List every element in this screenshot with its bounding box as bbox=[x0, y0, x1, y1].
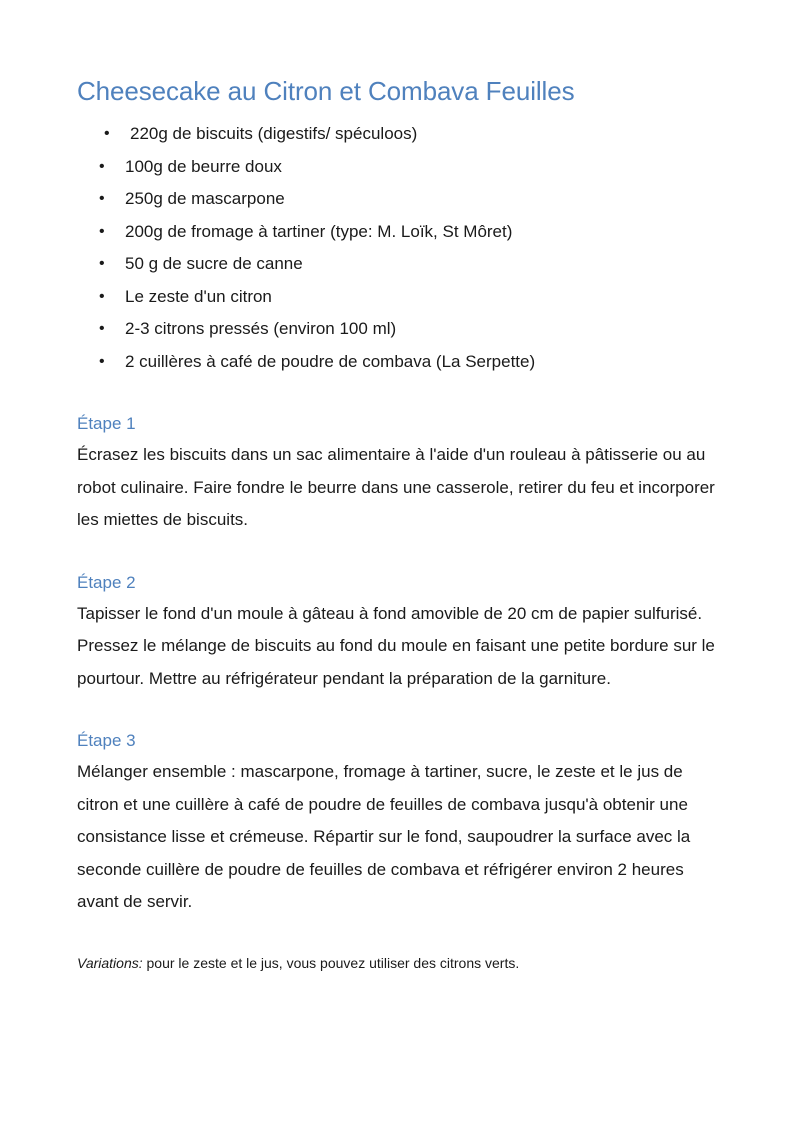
step-3-text: Mélanger ensemble : mascarpone, fromage à tartiner, sucre, le zeste et le jus de citron et une cuillère à café de poudre de feuilles de combava jusqu'à obtenir une consistance lisse et crémeuse. Répartir sur le fond, saupoudrer la surface avec la seconde cuillère de poudre de feuilles de combava et réfrigérer environ 2 heures avant de servir. bbox=[77, 762, 691, 911]
ingredient-list bbox=[77, 118, 718, 378]
ingredient-text: 200g de fromage à tartiner (type: M. Loïk, St Môret) bbox=[125, 221, 513, 241]
ingredient-item bbox=[77, 313, 718, 346]
bullet-icon: • bbox=[99, 320, 105, 337]
bullet-icon: • bbox=[99, 255, 105, 272]
ingredient-item bbox=[77, 248, 718, 281]
step-3-section bbox=[77, 726, 718, 919]
step-1-heading: Étape 1 bbox=[77, 414, 136, 433]
step-1-section bbox=[77, 409, 718, 537]
ingredient-text: 250g de mascarpone bbox=[125, 189, 285, 208]
ingredient-item bbox=[77, 346, 718, 379]
ingredient-text: 100g de beurre doux bbox=[125, 156, 282, 176]
bullet-icon: • bbox=[104, 125, 110, 142]
ingredient-text: 2 cuillères à café de poudre de combava (La Serpette) bbox=[125, 351, 536, 371]
variations-label: Variations: bbox=[77, 954, 143, 971]
bullet-icon: • bbox=[99, 287, 105, 305]
step-1-text: Écrasez les biscuits dans un sac alimentaire à l'aide d'un rouleau à pâtisserie ou au robot culinaire. Faire fondre le beurre dans une casserole, retirer du feu et incorporer les miettes de biscuits. bbox=[77, 445, 715, 529]
bullet-icon: • bbox=[99, 157, 105, 175]
step-3-heading: Étape 3 bbox=[77, 731, 136, 750]
bullet-icon: • bbox=[99, 352, 105, 370]
variations-note bbox=[77, 953, 718, 973]
step-2-text: Tapisser le fond d'un moule à gâteau à fond amovible de 20 cm de papier sulfurisé. Pressez le mélange de biscuits au fond du moule en faisant une petite bordure sur le pourtour. Mettre au réfrigérateur pendant la préparation de la garniture. bbox=[77, 603, 715, 688]
ingredient-item bbox=[77, 216, 718, 249]
bullet-icon: • bbox=[99, 222, 105, 240]
ingredient-text: 220g de biscuits (digestifs/ spéculoos) bbox=[130, 124, 418, 143]
bullet-icon: • bbox=[99, 190, 105, 207]
recipe-title: Cheesecake au Citron et Combava Feuilles bbox=[77, 76, 575, 106]
step-2-heading: Étape 2 bbox=[77, 572, 136, 592]
ingredient-item bbox=[77, 118, 718, 151]
ingredient-text: 2-3 citrons pressés (environ 100 ml) bbox=[125, 319, 397, 338]
ingredient-item bbox=[77, 281, 718, 314]
ingredient-item bbox=[77, 183, 718, 216]
ingredient-text: 50 g de sucre de canne bbox=[125, 254, 303, 273]
ingredient-text: Le zeste d'un citron bbox=[125, 286, 272, 306]
variations-text: pour le zeste et le jus, vous pouvez utiliser des citrons verts. bbox=[142, 954, 520, 971]
ingredient-item bbox=[77, 151, 718, 184]
step-2-section bbox=[77, 568, 718, 696]
